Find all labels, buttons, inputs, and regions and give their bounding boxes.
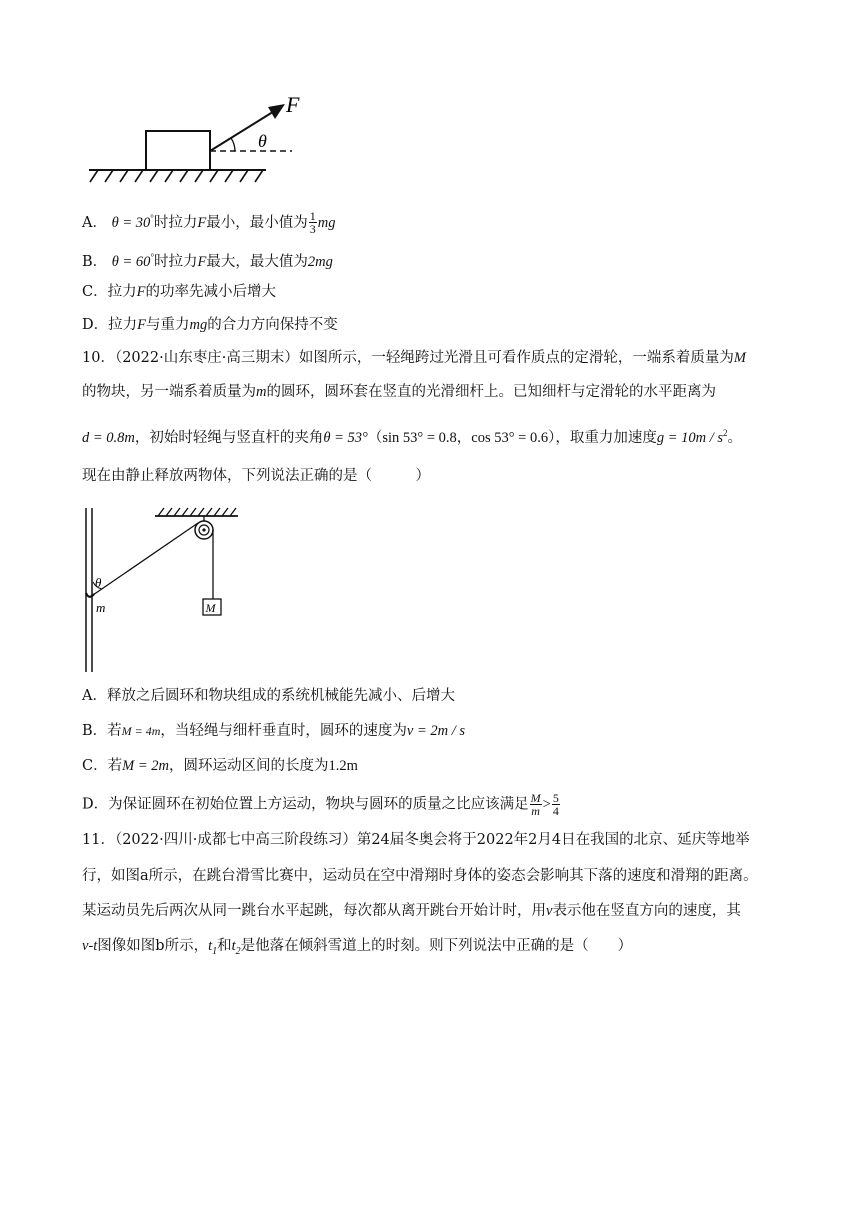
q11-line-2: 行，如图a所示，在跳台滑雪比赛中，运动员在空中滑翔时身体的姿态会影响其下落的速度和滑翔的距离。 xyxy=(82,868,758,884)
q10-line-2: 的物块，另一端系着质量为m的圆环，圆环套在竖直的光滑细杆上。已知细杆与定滑轮的水平距离为 xyxy=(82,384,716,400)
ring-mass-label: m xyxy=(96,600,106,615)
force-label: F xyxy=(286,92,300,117)
q10-option-b: B．若M = 4m，当轻绳与细杆垂直时，圆环的速度为v = 2m / s xyxy=(82,723,466,739)
ring xyxy=(86,593,94,597)
pulley-rod-figure xyxy=(80,500,260,675)
theta-label: θ xyxy=(95,575,102,590)
angle-label: θ xyxy=(258,131,267,151)
q9-option-d: D．拉力F与重力mg的合力方向保持不变 xyxy=(82,317,338,333)
q10-line-4: 现在由静止释放两物体，下列说法正确的是（ ） xyxy=(82,468,430,484)
q11-line-1: 11．（2022·四川·成都七中高三阶段练习）第24届冬奥会将于2022年2月4日在我国的北京、延庆等地举 xyxy=(82,832,750,848)
q11-line-4: v-t图像如图b所示，$t_1$和$t_2$是他落在倾斜雪道上的时刻。则下列说法中正确的是（ ） xyxy=(82,938,633,957)
ground-hatch xyxy=(90,170,263,182)
angle-arc xyxy=(231,138,235,151)
q11-line-3: 某运动员先后两次从同一跳台水平起跳，每次都从离开跳台开始计时，用v表示他在竖直方向的速度，其 xyxy=(82,903,741,919)
pulley-axle xyxy=(202,528,205,531)
q9-option-c: C．拉力F的功率先减小后增大 xyxy=(82,284,276,300)
q9-option-b: B． θ = 60°时拉力F最大，最大值为2mg xyxy=(82,252,333,270)
q10-option-c: C．若M = 2m，圆环运动区间的长度为1.2m xyxy=(82,758,358,774)
block-mass-label: M xyxy=(205,601,216,615)
q10-option-d: D．为保证圆环在初始位置上方运动，物块与圆环的质量之比应该满足 $\frac{M}{m}$ > $\frac{5}{4}$ xyxy=(82,791,559,818)
fraction-m-ratio: $\frac{M}{m}$ xyxy=(530,791,541,818)
fraction-five-quarters: $\frac{5}{4}$ xyxy=(552,791,559,818)
block xyxy=(146,131,210,170)
q10-option-a: A．释放之后圆环和物块组成的系统机械能先减小、后增大 xyxy=(82,688,455,704)
ceiling-hatch xyxy=(158,508,236,516)
q10-line-3: d = 0.8m，初始时轻绳与竖直杆的夹角θ = 53°（sin 53° = 0.8，cos 53° = 0.6），取重力加速度$g = 10m / s^2$。 xyxy=(82,428,743,446)
q10-line-1: 10．（2022·山东枣庄·高三期末）如图所示，一轻绳跨过光滑且可看作质点的定滑轮，一端系着质量为M xyxy=(82,350,746,366)
fraction-one-third: $\frac{1}{3}$ xyxy=(309,209,316,237)
block-force-figure xyxy=(86,92,302,184)
q9-option-a: A． θ = 30°时拉力F最小，最小值为 $\frac{1}{3}$ mg xyxy=(82,209,336,237)
force-arrow-head xyxy=(268,104,285,119)
rope-to-ring xyxy=(93,523,198,595)
